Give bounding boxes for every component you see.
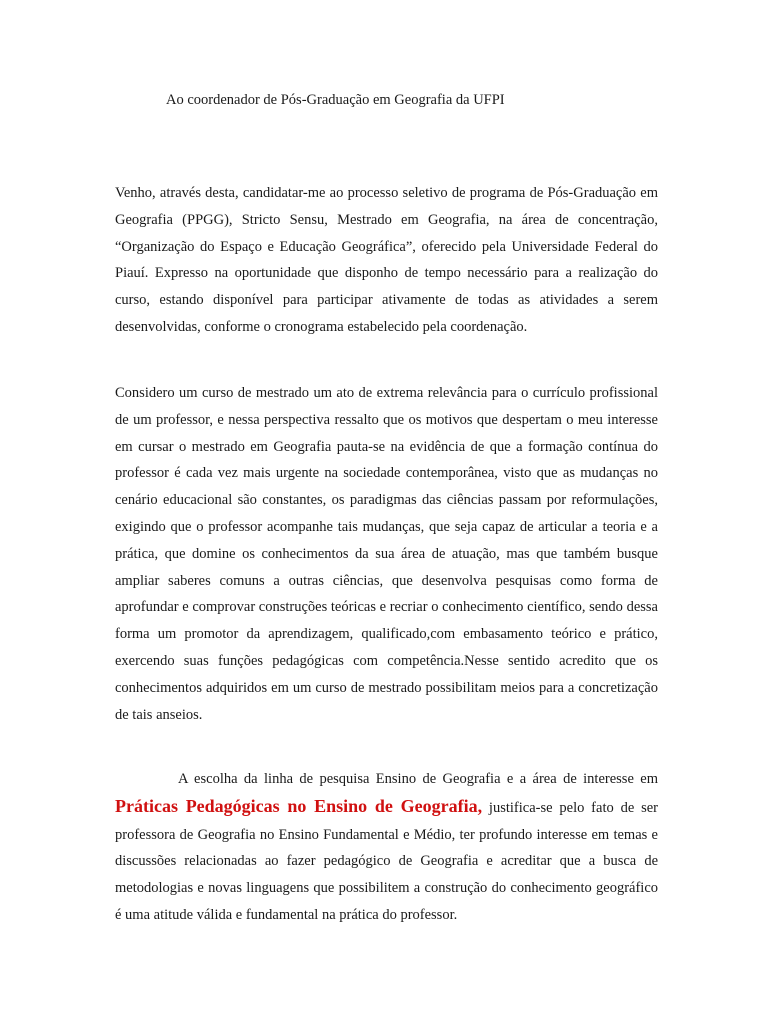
paragraph-research-line bbox=[115, 766, 658, 929]
paragraph-research-rest: justifica-se pelo fato de ser professora de Geografia no Ensino Fundamental e Médio, ter profundo interesse em temas e discussões relacionadas ao fazer pedagógico de Geografia e acreditar que a busca de metodologias e novas linguagens que possibilitem a construção do conhecimento geográfico é uma atitude válida e fundamental na prática do professor. bbox=[115, 799, 659, 923]
paragraph-research-intro: A escolha da linha de pesquisa Ensino de Geografia e a área de interesse em bbox=[178, 771, 658, 787]
research-area-highlight: Práticas Pedagógicas no Ensino de Geografia, bbox=[115, 795, 483, 816]
addressee-line: Ao coordenador de Pós-Graduação em Geografia da UFPI bbox=[166, 92, 505, 108]
paragraph-motivation: Considero um curso de mestrado um ato de extrema relevância para o currículo profissional de um professor, e nessa perspectiva ressalto que os motivos que despertam o meu interesse em cursar o mestrado em Geografia pauta-se na evidência de que a formação contínua do professor é cada vez mais urgente na sociedade contemporânea, visto que as mudanças no cenário educacional são constantes, os paradigmas das ciências passam por reformulações, exigindo que o professor acompanhe tais mudanças, que seja capaz de articular a teoria e a prática, que domine os conhecimentos da sua área de atuação, mas que também busque ampliar saberes comuns a outras ciências, que desenvolva pesquisas como forma de aprofundar e comprovar construções teóricas e recriar o conhecimento científico, sendo dessa forma um promotor da aprendizagem, qualificado,com embasamento teórico e prático, exercendo suas funções pedagógicas com competência.Nesse sentido acredito que os conhecimentos adquiridos em um curso de mestrado possibilitam meios para a concretização de tais anseios. bbox=[115, 385, 658, 723]
paragraph-intro: Venho, através desta, candidatar-me ao processo seletivo de programa de Pós-Graduação em Geografia (PPGG), Stricto Sensu, Mestrado em Geografia, na área de concentração, “Organização do Espaço e Educação Geográfica”, oferecido pela Universidade Federal do Piauí. Expresso na oportunidade que disponho de tempo necessário para a realização do curso, estando disponível para participar ativamente de todas as atividades a serem desenvolvidas, conforme o cronograma estabelecido pela coordenação. bbox=[115, 185, 658, 335]
